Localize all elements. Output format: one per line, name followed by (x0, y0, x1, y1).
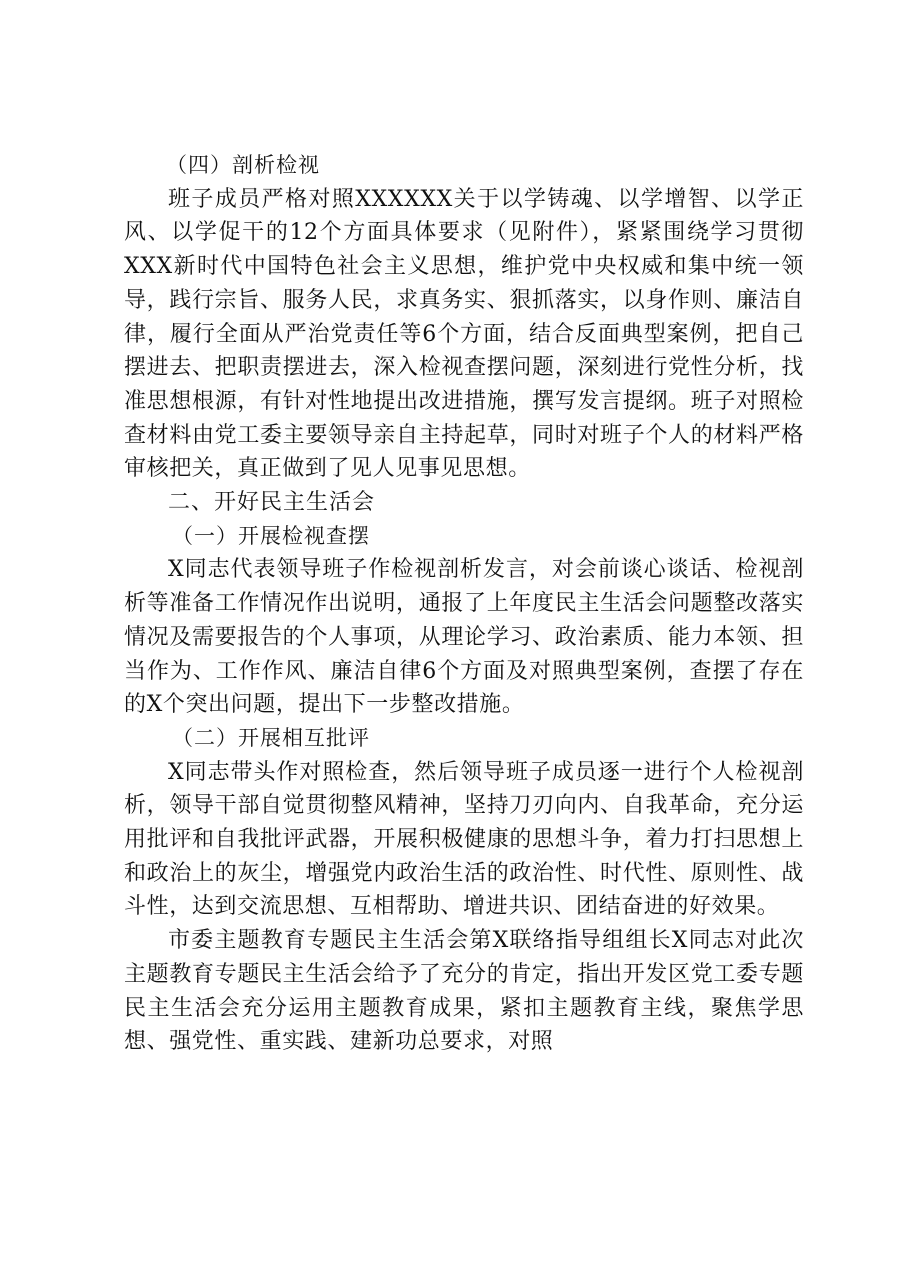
subsection-1-heading: （一）开展检视查摆 (172, 523, 370, 548)
part-2-heading: 二、开好民主生活会 (168, 490, 376, 516)
final-paragraph: 市委主题教育专题民主生活会第X联络指导组组长X同志对此次主题教育专题民主生活会给予了充分的肯定，指出开发区党工委专题民主生活会充分运用主题教育成果，紧扣主题教育主线，聚焦学思想、强党性、重实践、建新功总要求，对照 (124, 928, 804, 1055)
document-page (124, 149, 804, 1059)
subsection-2-paragraph: X同志带头作对照检查，然后领导班子成员逐一进行个人检视剖析，领导干部自觉贯彻整风精神，坚持刀刃向内、自我革命，充分运用批评和自我批评武器，开展积极健康的思想斗争，着力打扫思想上和政治上的灰尘，增强党内政治生活的政治性、时代性、原则性、战斗性，达到交流思想、互相帮助、增进共识、团结奋进的好效果。 (124, 759, 804, 920)
section-4-paragraph: 班子成员严格对照XXXXXX关于以学铸魂、以学增智、以学正风、以学促干的12个方面具体要求（见附件），紧紧围绕学习贯彻XXX新时代中国特色社会主义思想，维护党中央权威和集中统一领导，践行宗旨、服务人民，求真务实、狠抓落实，以身作则、廉洁自律，履行全面从严治党责任等6个方面，结合反面典型案例，把自己摆进去、把职责摆进去，深入检视查摆问题，深刻进行党性分析，找准思想根源，有针对性地提出改进措施，撰写发言提纲。班子对照检查材料由党工委主要领导亲自主持起草，同时对班子个人的材料严格审核把关，真正做到了见人见事见思想。 (124, 186, 804, 482)
section-4-heading: （四）剖析检视 (166, 153, 320, 177)
subsection-2-heading: （二）开展相互批评 (172, 725, 370, 750)
subsection-1-paragraph: X同志代表领导班子作检视剖析发言，对会前谈心谈话、检视剖析等准备工作情况作出说明，通报了上年度民主生活会问题整改落实情况及需要报告的个人事项，从理论学习、政治素质、能力本领、担当作为、工作作风、廉洁自律6个方面及对照典型案例，查摆了存在的X个突出问题，提出下一步整改措施。 (124, 557, 804, 718)
